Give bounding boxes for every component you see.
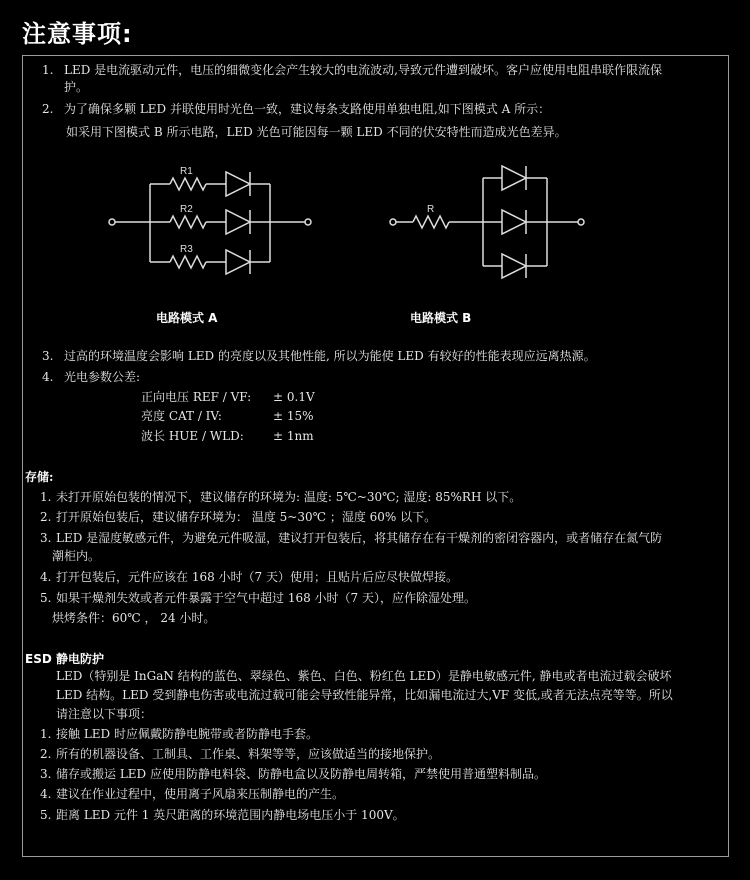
esd-number: 5. xyxy=(40,808,52,822)
esd-text: 接触 LED 时应佩戴防静电腕带或者防静电手套。 xyxy=(56,727,318,741)
tolerance-label: 波长 HUE / WLD: xyxy=(141,429,244,443)
note-number: 1. xyxy=(42,63,54,77)
esd-text: 储存或搬运 LED 应使用防静电料袋、防静电盒以及防静电周转箱，严禁使用普通塑料制品。 xyxy=(56,767,546,781)
resistor-label-r3: R3 xyxy=(180,244,193,255)
esd-text: 建议在作业过程中，使用离子风扇来压制静电的产生。 xyxy=(56,787,345,801)
esd-number: 2. xyxy=(40,747,52,761)
esd-number: 3. xyxy=(40,767,52,781)
note-number: 2. xyxy=(42,102,54,116)
storage-text: 烘烤条件：60℃ ， 24 小时。 xyxy=(52,611,216,625)
tolerance-value: ± 15% xyxy=(273,409,314,423)
storage-number: 2. xyxy=(40,510,52,524)
note-text: 如采用下图模式 B 所示电路，LED 光色可能因每一颗 LED 不同的伏安特性而造成光色差异。 xyxy=(66,125,567,139)
resistor-label-r2: R2 xyxy=(180,204,193,215)
storage-text: 打开包装后，元件应该在 168 小时（7 天）使用；且贴片后应尽快做焊接。 xyxy=(56,570,458,584)
resistor-label-r: R xyxy=(427,204,435,215)
note-text: LED 是电流驱动元件，电压的细微变化会产生较大的电流波动,导致元件遭到破坏。客户应使用电阻串联作限流保 xyxy=(64,63,662,77)
page-title: 注意事项: xyxy=(22,20,133,48)
note-number: 4. xyxy=(42,370,54,384)
tolerance-label: 亮度 CAT / IV: xyxy=(141,409,222,423)
storage-number: 1. xyxy=(40,490,52,504)
note-number: 3. xyxy=(42,349,54,363)
circuit-diagram-b xyxy=(385,162,605,282)
storage-text: 未打开原始包装的情况下，建议储存的环境为: 温度: 5℃~30℃; 湿度: 85%RH 以下。 xyxy=(56,490,522,504)
storage-text: 如果干燥剂失效或者元件暴露于空气中超过 168 小时（7 天），应作除湿处理。 xyxy=(56,591,476,605)
esd-heading: ESD 静电防护 xyxy=(25,652,104,666)
tolerance-label: 正向电压 REF / VF: xyxy=(141,390,252,404)
note-text: 光电参数公差: xyxy=(64,370,141,384)
storage-text: LED 是湿度敏感元件，为避免元件吸湿，建议打开包装后，将其储存在有干燥剂的密闭容器内，或者储存在氮气防 xyxy=(56,531,663,545)
esd-intro: LED 结构。LED 受到静电伤害或电流过载可能会导致性能异常，比如漏电流过大,VF 变低,或者无法点亮等等。所以 xyxy=(56,688,673,702)
storage-number: 5. xyxy=(40,591,52,605)
esd-intro: LED（特别是 InGaN 结构的蓝色、翠绿色、紫色、白色、粉红色 LED）是静电敏感元件, 静电或者电流过载会破坏 xyxy=(56,669,672,683)
note-text: 护。 xyxy=(64,80,89,94)
storage-number: 4. xyxy=(40,570,52,584)
storage-text: 打开原始包装后，建议储存环境为： 温度 5~30℃ ；湿度 60% 以下。 xyxy=(56,510,437,524)
circuit-b-caption: 电路模式 B xyxy=(410,311,472,325)
tolerance-value: ± 0.1V xyxy=(273,390,315,404)
note-text: 为了确保多颗 LED 并联使用时光色一致，建议每条支路使用单独电阻,如下图模式 A 所示： xyxy=(64,102,551,116)
storage-heading: 存储: xyxy=(25,470,54,484)
note-text: 过高的环境温度会影响 LED 的亮度以及其他性能, 所以为能使 LED 有较好的性能表现应远离热源。 xyxy=(64,349,596,363)
circuit-a-caption: 电路模式 A xyxy=(156,311,218,325)
circuit-diagram-a xyxy=(100,162,330,282)
esd-number: 4. xyxy=(40,787,52,801)
resistor-label-r1: R1 xyxy=(180,166,193,177)
storage-number: 3. xyxy=(40,531,52,545)
esd-intro: 请注意以下事项： xyxy=(56,707,153,721)
storage-text: 潮柜内。 xyxy=(52,549,101,563)
esd-number: 1. xyxy=(40,727,52,741)
tolerance-value: ± 1nm xyxy=(273,429,314,443)
esd-text: 所有的机器设备、工制具、工作桌、料架等等，应该做适当的接地保护。 xyxy=(56,747,441,761)
esd-text: 距离 LED 元件 1 英尺距离的环境范围内静电场电压小于 100V。 xyxy=(56,808,405,822)
